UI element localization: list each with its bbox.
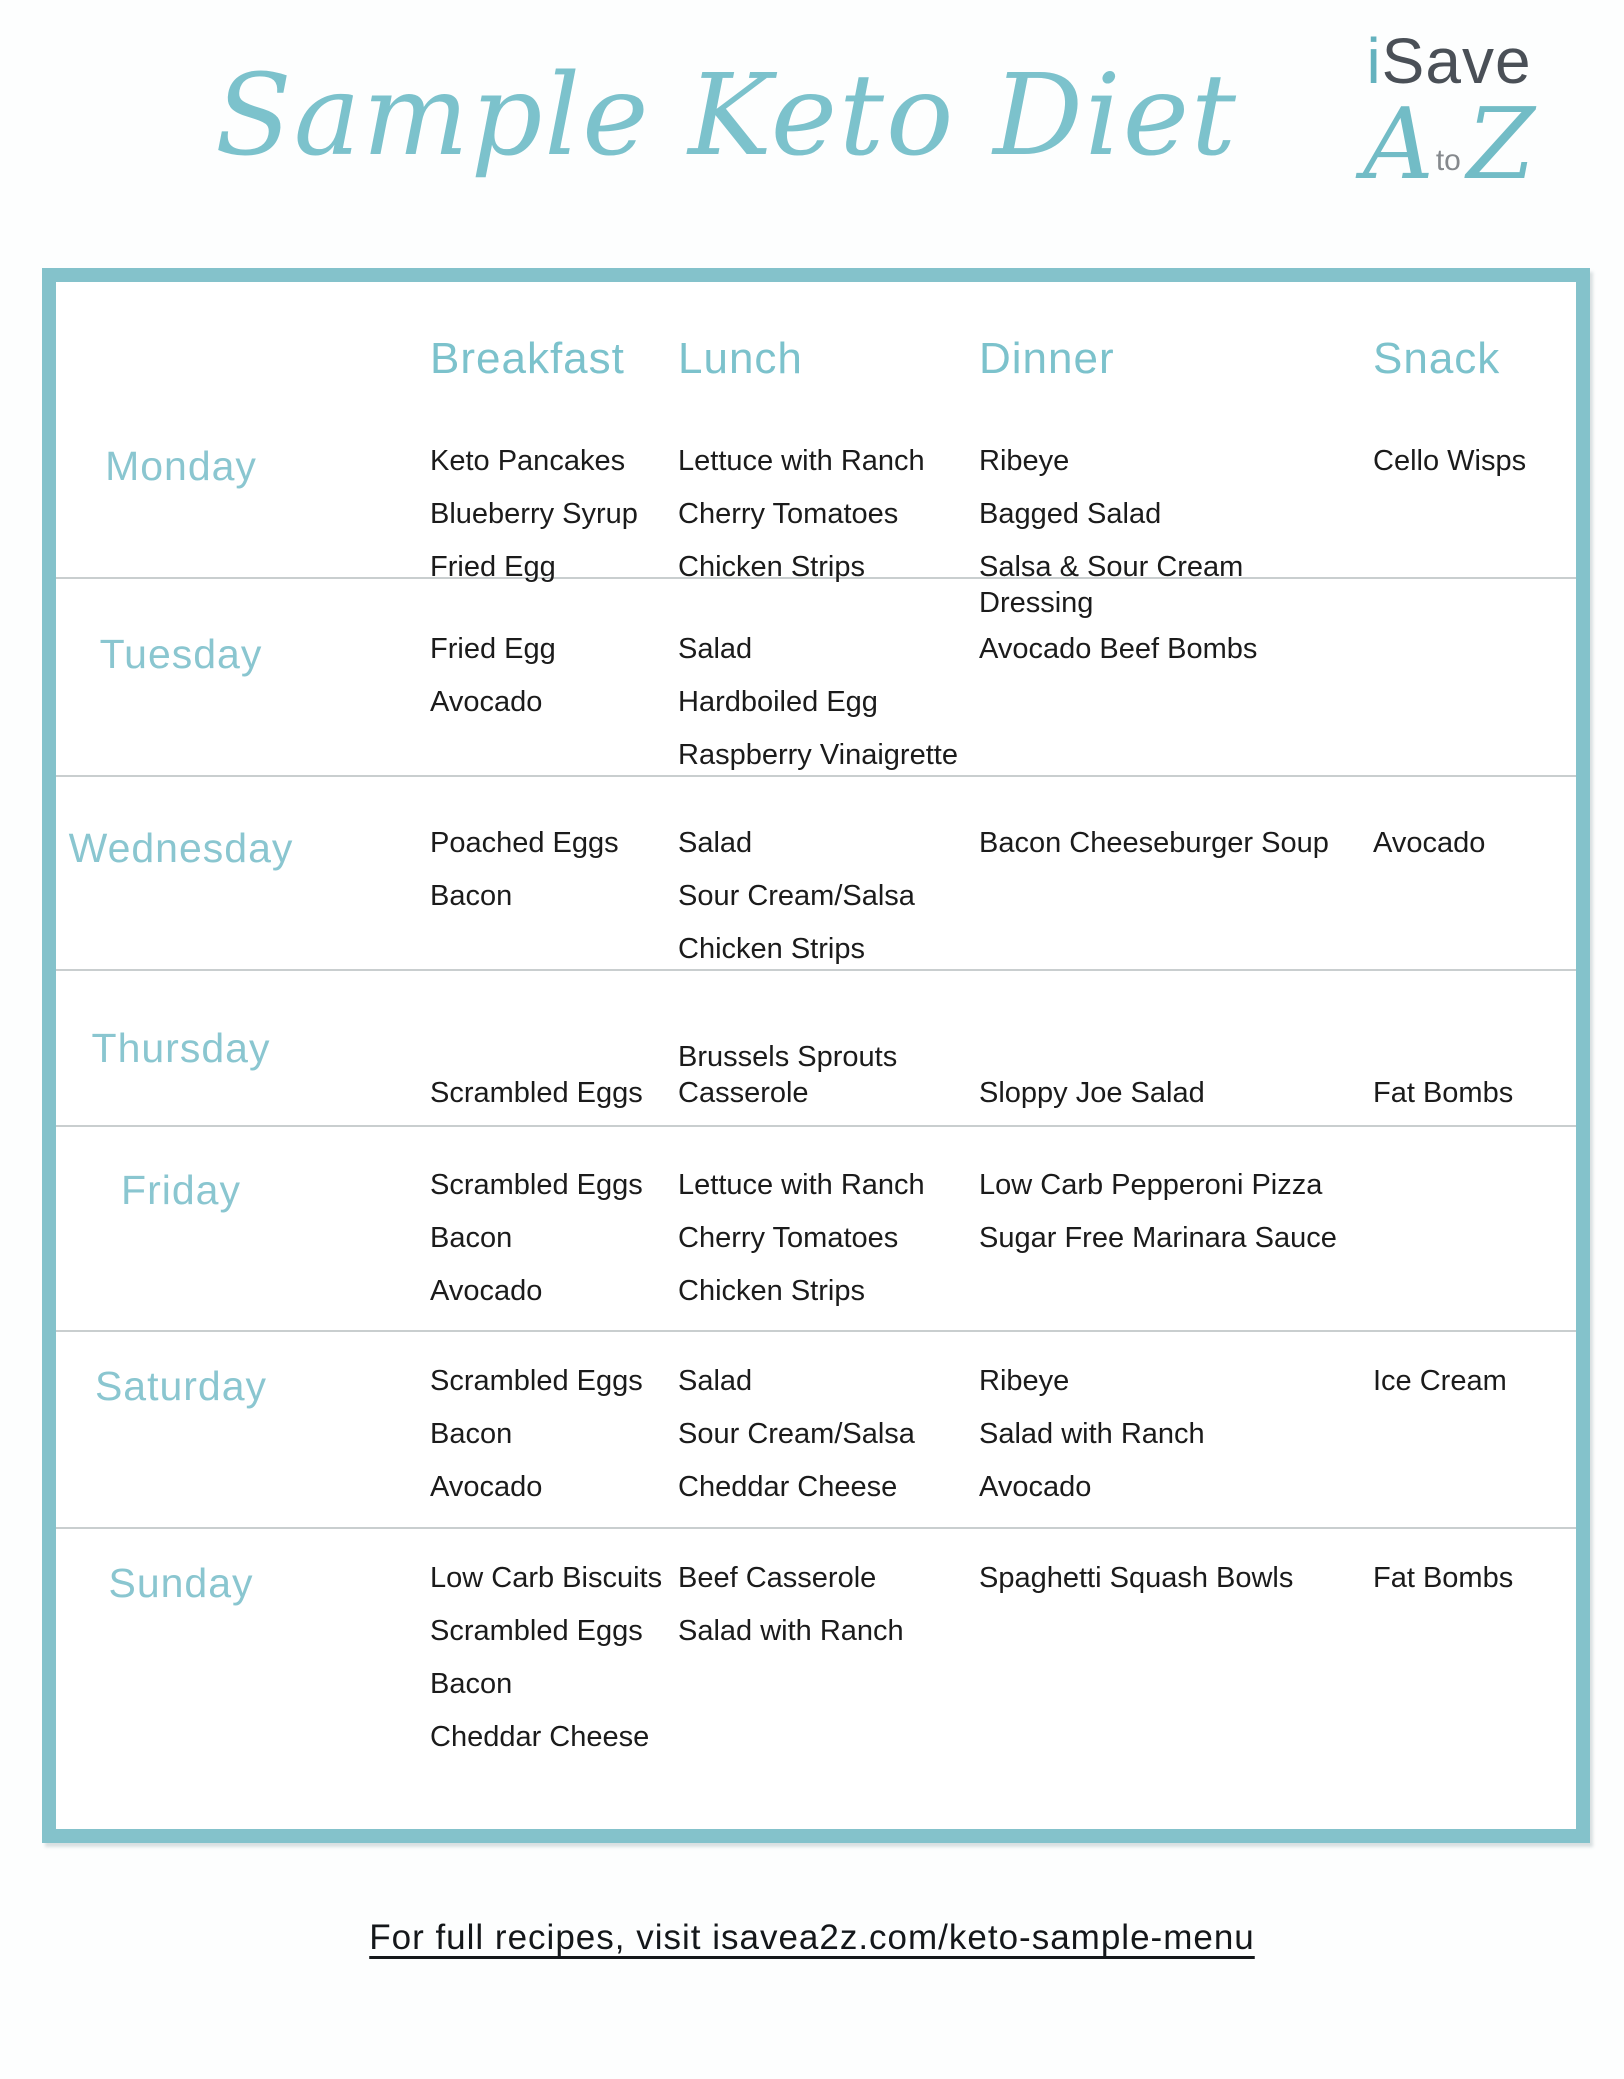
lunch-cell xyxy=(678,971,979,1125)
meal-item: Bacon xyxy=(430,1222,513,1254)
lunch-cell xyxy=(678,1529,979,1828)
meal-item: Bacon Cheeseburger Soup xyxy=(979,827,1329,859)
meal-item: Salad xyxy=(678,633,753,665)
logo-a-to-z xyxy=(1304,88,1594,203)
meal-item: Ribeye xyxy=(979,1365,1070,1397)
meal-item: Scrambled Eggs xyxy=(430,1615,643,1647)
meal-item: Sugar Free Marinara Sauce xyxy=(979,1222,1337,1254)
meal-item: Salad xyxy=(678,827,753,859)
day-label-tuesday: Tuesday xyxy=(99,631,263,677)
page-title: Sample Keto Diet xyxy=(215,51,1238,181)
meal-item: Ice Cream xyxy=(1373,1365,1507,1397)
table-row-wednesday xyxy=(56,777,1576,971)
logo-i-letter: i xyxy=(1366,25,1382,97)
day-label-friday: Friday xyxy=(121,1167,241,1213)
breakfast-cell xyxy=(430,579,678,775)
logo-save-text: Save xyxy=(1381,25,1532,97)
meal-item: Lettuce with Ranch xyxy=(678,1169,925,1201)
snack-cell xyxy=(1373,1332,1576,1527)
meal-item: Fried Egg xyxy=(430,551,556,583)
table-row-tuesday xyxy=(56,579,1576,777)
meal-item: Scrambled Eggs xyxy=(430,1169,643,1201)
footer xyxy=(0,1918,1624,1958)
meal-item: Avocado xyxy=(430,686,543,718)
meal-item: Chicken Strips xyxy=(678,933,865,965)
table-row-sunday xyxy=(56,1529,1576,1828)
meal-item: Fat Bombs xyxy=(1373,1562,1514,1594)
dinner-cell xyxy=(979,971,1373,1125)
meal-item: Avocado xyxy=(430,1275,543,1307)
logo-isave xyxy=(1304,26,1594,96)
dinner-cell xyxy=(979,1529,1373,1828)
table-row-thursday xyxy=(56,971,1576,1127)
dinner-cell xyxy=(979,1127,1373,1330)
brand-logo xyxy=(1304,25,1594,203)
snack-cell xyxy=(1373,777,1576,969)
meal-item: Poached Eggs xyxy=(430,827,619,859)
meal-item: Raspberry Vinaigrette xyxy=(678,739,958,771)
day-label-wednesday: Wednesday xyxy=(68,825,294,871)
dinner-cell xyxy=(979,1332,1373,1527)
column-header-dinner: Dinner xyxy=(979,334,1115,383)
meal-item: Blueberry Syrup xyxy=(430,498,638,530)
meal-item: Salad xyxy=(678,1365,753,1397)
meal-plan-table xyxy=(42,268,1590,1843)
meal-item: Salad with Ranch xyxy=(979,1418,1205,1450)
table-header-row xyxy=(56,282,1576,419)
meal-item: Avocado Beef Bombs xyxy=(979,633,1258,665)
breakfast-cell xyxy=(430,1332,678,1527)
breakfast-cell xyxy=(430,1529,678,1828)
day-label-monday: Monday xyxy=(105,443,257,489)
lunch-cell xyxy=(678,579,979,775)
meal-item: Bacon xyxy=(430,1418,513,1450)
meal-item: Cherry Tomatoes xyxy=(678,1222,899,1254)
meal-item: Keto Pancakes xyxy=(430,445,626,477)
lunch-cell xyxy=(678,1332,979,1527)
meal-item: Low Carb Pepperoni Pizza xyxy=(979,1169,1323,1201)
meal-item: Bacon xyxy=(430,1668,513,1700)
meal-item: Spaghetti Squash Bowls xyxy=(979,1562,1294,1594)
meal-item: Sloppy Joe Salad xyxy=(979,1077,1205,1109)
day-label-saturday: Saturday xyxy=(94,1363,268,1409)
logo-z-letter: Z xyxy=(1466,88,1535,203)
logo-a-letter: A xyxy=(1363,88,1434,203)
meal-item: Avocado xyxy=(1373,827,1486,859)
table-row-monday xyxy=(56,419,1576,619)
meal-item: Cello Wisps xyxy=(1373,445,1527,477)
column-header-breakfast: Breakfast xyxy=(430,334,625,383)
day-label-sunday: Sunday xyxy=(108,1560,254,1606)
lunch-cell xyxy=(678,777,979,969)
dinner-cell xyxy=(979,579,1373,775)
table-row-saturday xyxy=(56,1332,1576,1529)
meal-item: Lettuce with Ranch xyxy=(678,445,925,477)
meal-item: Chicken Strips xyxy=(678,551,865,583)
meal-item: Salad with Ranch xyxy=(678,1615,904,1647)
breakfast-cell xyxy=(430,971,678,1125)
breakfast-cell xyxy=(430,777,678,969)
meal-item: Beef Casserole xyxy=(678,1562,877,1594)
day-label-thursday: Thursday xyxy=(91,1024,271,1071)
meal-item: Bacon xyxy=(430,880,513,912)
snack-cell xyxy=(1373,1127,1576,1330)
meal-item: Ribeye xyxy=(979,445,1070,477)
meal-item: Sour Cream/Salsa xyxy=(678,1418,915,1450)
meal-item: Chicken Strips xyxy=(678,1275,865,1307)
snack-cell xyxy=(1373,579,1576,775)
meal-table-body xyxy=(56,419,1576,1828)
logo-to-text: to xyxy=(1435,144,1461,178)
meal-item: Fat Bombs xyxy=(1373,1077,1514,1109)
meal-item: Bagged Salad xyxy=(979,498,1162,530)
meal-item: Avocado xyxy=(430,1471,543,1503)
meal-item: Scrambled Eggs xyxy=(430,1077,643,1109)
table-row-friday xyxy=(56,1127,1576,1332)
meal-item: Fried Egg xyxy=(430,633,556,665)
snack-cell xyxy=(1373,971,1576,1125)
breakfast-cell xyxy=(430,1127,678,1330)
header-spacer xyxy=(56,282,430,419)
meal-item: Salsa & Sour Cream Dressing xyxy=(979,551,1244,619)
column-header-snack: Snack xyxy=(1373,334,1501,383)
meal-item: Cheddar Cheese xyxy=(678,1471,898,1503)
meal-item: Hardboiled Egg xyxy=(678,686,878,718)
meal-item: Cherry Tomatoes xyxy=(678,498,899,530)
meal-item: Cheddar Cheese xyxy=(430,1721,650,1753)
meal-item: Avocado xyxy=(979,1471,1092,1503)
column-header-lunch: Lunch xyxy=(678,334,803,383)
meal-item: Sour Cream/Salsa xyxy=(678,880,915,912)
dinner-cell xyxy=(979,777,1373,969)
snack-cell xyxy=(1373,1529,1576,1828)
meal-item: Brussels Sprouts Casserole xyxy=(678,1041,898,1109)
footer-link[interactable]: For full recipes, visit isavea2z.com/keto-sample-menu xyxy=(369,1918,1255,1957)
meal-item: Low Carb Biscuits xyxy=(430,1562,663,1594)
meal-item: Scrambled Eggs xyxy=(430,1365,643,1397)
lunch-cell xyxy=(678,1127,979,1330)
